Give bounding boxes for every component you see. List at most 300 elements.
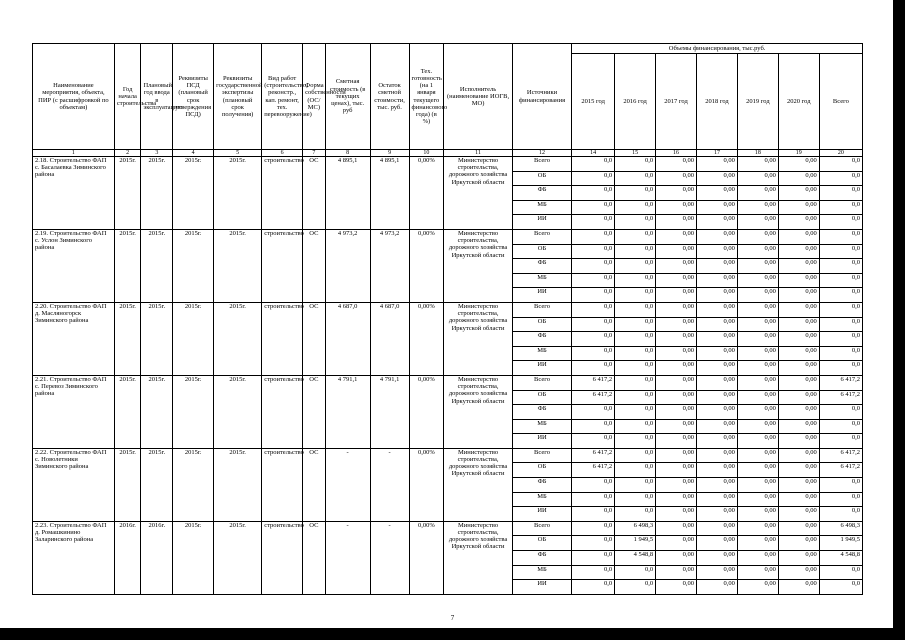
ownership: ОС bbox=[303, 375, 326, 448]
total-value: 6 417,2 bbox=[819, 463, 862, 478]
executor: Министерство строительства, дорожного хозяйства Иркутской области bbox=[444, 375, 513, 448]
start-year: 2016г. bbox=[114, 521, 141, 594]
year-value: 0,00 bbox=[697, 507, 738, 522]
col-header-year: 2015 год bbox=[572, 54, 615, 150]
column-number: 9 bbox=[370, 150, 409, 157]
year-value: 0,00 bbox=[737, 492, 778, 507]
year-value: 0,00 bbox=[656, 288, 697, 303]
year-value: 0,00 bbox=[656, 405, 697, 420]
psd-date: 2015г. bbox=[173, 302, 214, 375]
total-value: 0,0 bbox=[819, 478, 862, 493]
year-value: 0,00 bbox=[737, 288, 778, 303]
year-value: 0,00 bbox=[737, 332, 778, 347]
year-value: 0,0 bbox=[615, 580, 656, 595]
year-value: 0,00 bbox=[737, 200, 778, 215]
year-value: 0,0 bbox=[615, 390, 656, 405]
year-value: 0,00 bbox=[656, 157, 697, 172]
year-value: 0,00 bbox=[778, 507, 819, 522]
work-type: строительство bbox=[262, 157, 303, 230]
year-value: 0,00 bbox=[737, 478, 778, 493]
year-value: 0,00 bbox=[737, 390, 778, 405]
year-value: 0,00 bbox=[778, 521, 819, 536]
col-header-year: 2018 год bbox=[697, 54, 738, 150]
year-value: 0,0 bbox=[572, 507, 615, 522]
funding-source: Всего bbox=[512, 375, 571, 390]
column-number: 16 bbox=[656, 150, 697, 157]
year-value: 0,00 bbox=[656, 507, 697, 522]
start-year: 2015г. bbox=[114, 229, 141, 302]
year-value: 0,00 bbox=[697, 157, 738, 172]
year-value: 0,0 bbox=[615, 229, 656, 244]
year-value: 0,00 bbox=[737, 507, 778, 522]
funding-source: ФБ bbox=[512, 259, 571, 274]
year-value: 0,0 bbox=[615, 405, 656, 420]
year-value: 0,00 bbox=[737, 551, 778, 566]
year-value: 0,00 bbox=[656, 229, 697, 244]
year-value: 0,00 bbox=[656, 536, 697, 551]
year-value: 0,0 bbox=[572, 551, 615, 566]
year-value: 6 417,2 bbox=[572, 448, 615, 463]
commission-year: 2015г. bbox=[141, 375, 173, 448]
funding-source: ИИ bbox=[512, 361, 571, 376]
year-value: 0,00 bbox=[778, 200, 819, 215]
col-header-executor: Исполнитель (наименование ИОГВ, МО) bbox=[444, 44, 513, 150]
year-value: 0,0 bbox=[572, 157, 615, 172]
expertise-date: 2015г. bbox=[214, 521, 262, 594]
year-value: 0,00 bbox=[778, 259, 819, 274]
funding-source: ИИ bbox=[512, 580, 571, 595]
work-type: строительство bbox=[262, 229, 303, 302]
col-header-year: 2020 год bbox=[778, 54, 819, 150]
estimated-cost: 4 973,2 bbox=[325, 229, 370, 302]
year-value: 0,0 bbox=[572, 565, 615, 580]
year-value: 0,0 bbox=[615, 463, 656, 478]
year-value: 0,00 bbox=[697, 361, 738, 376]
year-value: 0,0 bbox=[615, 361, 656, 376]
year-value: 0,00 bbox=[656, 478, 697, 493]
year-value: 0,0 bbox=[572, 419, 615, 434]
col-header-commission-year: Плановый год ввода в эксплуатацию bbox=[141, 44, 173, 150]
column-number: 1 bbox=[33, 150, 115, 157]
total-value: 0,0 bbox=[819, 565, 862, 580]
funding-source: МБ bbox=[512, 200, 571, 215]
year-value: 0,00 bbox=[697, 551, 738, 566]
table-row bbox=[33, 302, 863, 317]
year-value: 0,00 bbox=[656, 419, 697, 434]
year-value: 0,00 bbox=[697, 244, 738, 259]
col-header-expertise: Реквизиты государственной экспертизы (плановый срок получения) bbox=[214, 44, 262, 150]
psd-date: 2015г. bbox=[173, 375, 214, 448]
year-value: 0,00 bbox=[778, 565, 819, 580]
year-value: 0,00 bbox=[778, 536, 819, 551]
year-value: 0,00 bbox=[778, 317, 819, 332]
year-value: 0,0 bbox=[615, 478, 656, 493]
estimated-cost: 4 791,1 bbox=[325, 375, 370, 448]
year-value: 0,00 bbox=[778, 492, 819, 507]
start-year: 2015г. bbox=[114, 302, 141, 375]
funding-source: ФБ bbox=[512, 478, 571, 493]
funding-source: ИИ bbox=[512, 288, 571, 303]
funding-source: Всего bbox=[512, 157, 571, 172]
column-number: 7 bbox=[303, 150, 326, 157]
year-value: 0,00 bbox=[697, 463, 738, 478]
year-value: 0,00 bbox=[697, 317, 738, 332]
year-value: 0,00 bbox=[697, 478, 738, 493]
year-value: 0,00 bbox=[697, 259, 738, 274]
year-value: 0,00 bbox=[697, 434, 738, 449]
total-value: 0,0 bbox=[819, 302, 862, 317]
year-value: 0,00 bbox=[697, 200, 738, 215]
year-value: 0,0 bbox=[572, 405, 615, 420]
executor: Министерство строительства, дорожного хозяйства Иркутской области bbox=[444, 157, 513, 230]
cost-remainder: 4 973,2 bbox=[370, 229, 409, 302]
year-value: 0,00 bbox=[737, 244, 778, 259]
year-value: 0,00 bbox=[697, 536, 738, 551]
year-value: 0,00 bbox=[656, 317, 697, 332]
year-value: 6 417,2 bbox=[572, 463, 615, 478]
column-number: 5 bbox=[214, 150, 262, 157]
cost-remainder: 4 895,1 bbox=[370, 157, 409, 230]
total-value: 0,0 bbox=[819, 186, 862, 201]
year-value: 0,00 bbox=[778, 244, 819, 259]
year-value: 0,00 bbox=[697, 288, 738, 303]
year-value: 6 498,3 bbox=[615, 521, 656, 536]
year-value: 0,00 bbox=[778, 215, 819, 230]
executor: Министерство строительства, дорожного хозяйства Иркутской области bbox=[444, 448, 513, 521]
table-body bbox=[33, 150, 863, 595]
year-value: 0,0 bbox=[615, 507, 656, 522]
total-value: 0,0 bbox=[819, 419, 862, 434]
year-value: 0,00 bbox=[656, 273, 697, 288]
funding-source: ИИ bbox=[512, 215, 571, 230]
year-value: 0,0 bbox=[572, 259, 615, 274]
year-value: 0,00 bbox=[778, 551, 819, 566]
year-value: 0,00 bbox=[656, 346, 697, 361]
cost-remainder: - bbox=[370, 521, 409, 594]
year-value: 0,00 bbox=[697, 580, 738, 595]
psd-date: 2015г. bbox=[173, 448, 214, 521]
funding-source: ИИ bbox=[512, 507, 571, 522]
funding-source: ОБ bbox=[512, 463, 571, 478]
year-value: 0,00 bbox=[778, 332, 819, 347]
executor: Министерство строительства, дорожного хозяйства Иркутской области bbox=[444, 302, 513, 375]
year-value: 0,00 bbox=[656, 492, 697, 507]
table-row bbox=[33, 521, 863, 536]
col-header-total: Всего bbox=[819, 54, 862, 150]
year-value: 0,0 bbox=[572, 215, 615, 230]
year-value: 0,0 bbox=[572, 478, 615, 493]
total-value: 0,0 bbox=[819, 405, 862, 420]
year-value: 0,00 bbox=[697, 215, 738, 230]
year-value: 0,0 bbox=[572, 229, 615, 244]
estimated-cost: - bbox=[325, 521, 370, 594]
work-type: строительство bbox=[262, 448, 303, 521]
year-value: 0,0 bbox=[615, 186, 656, 201]
executor: Министерство строительства, дорожного хозяйства Иркутской области bbox=[444, 521, 513, 594]
column-number: 14 bbox=[572, 150, 615, 157]
year-value: 0,0 bbox=[615, 273, 656, 288]
year-value: 0,0 bbox=[615, 171, 656, 186]
year-value: 0,00 bbox=[737, 229, 778, 244]
table-row bbox=[33, 157, 863, 172]
project-name: 2.20. Строительство ФАП д. Масляногорск Зиминского района bbox=[33, 302, 115, 375]
column-number: 11 bbox=[444, 150, 513, 157]
cost-remainder: 4 791,1 bbox=[370, 375, 409, 448]
year-value: 0,00 bbox=[656, 244, 697, 259]
year-value: 0,00 bbox=[778, 390, 819, 405]
year-value: 0,0 bbox=[615, 215, 656, 230]
funding-source: ФБ bbox=[512, 186, 571, 201]
year-value: 4 548,8 bbox=[615, 551, 656, 566]
year-value: 0,00 bbox=[778, 361, 819, 376]
funding-source: Всего bbox=[512, 302, 571, 317]
funding-source: ИИ bbox=[512, 434, 571, 449]
year-value: 0,00 bbox=[778, 405, 819, 420]
column-number: 19 bbox=[778, 150, 819, 157]
year-value: 0,00 bbox=[737, 375, 778, 390]
year-value: 0,0 bbox=[615, 448, 656, 463]
financing-table bbox=[32, 43, 863, 595]
column-number: 4 bbox=[173, 150, 214, 157]
col-header-start-year: Год начала строительства bbox=[114, 44, 141, 150]
expertise-date: 2015г. bbox=[214, 229, 262, 302]
column-number: 8 bbox=[325, 150, 370, 157]
psd-date: 2015г. bbox=[173, 229, 214, 302]
year-value: 0,00 bbox=[656, 259, 697, 274]
column-number: 12 bbox=[512, 150, 571, 157]
ownership: ОС bbox=[303, 157, 326, 230]
year-value: 0,0 bbox=[615, 288, 656, 303]
col-header-year: 2016 год bbox=[615, 54, 656, 150]
funding-source: ОБ bbox=[512, 244, 571, 259]
funding-source: МБ bbox=[512, 346, 571, 361]
year-value: 0,00 bbox=[697, 390, 738, 405]
funding-source: Всего bbox=[512, 448, 571, 463]
start-year: 2015г. bbox=[114, 157, 141, 230]
year-value: 0,00 bbox=[778, 229, 819, 244]
year-value: 0,0 bbox=[572, 492, 615, 507]
year-value: 0,00 bbox=[697, 171, 738, 186]
year-value: 0,0 bbox=[572, 288, 615, 303]
year-value: 0,0 bbox=[615, 419, 656, 434]
year-value: 0,00 bbox=[656, 390, 697, 405]
total-value: 0,0 bbox=[819, 200, 862, 215]
start-year: 2015г. bbox=[114, 375, 141, 448]
year-value: 0,00 bbox=[737, 463, 778, 478]
year-value: 0,00 bbox=[656, 521, 697, 536]
col-header-remainder: Остаток сметной стоимости, тыс. руб. bbox=[370, 44, 409, 150]
year-value: 0,00 bbox=[737, 215, 778, 230]
work-type: строительство bbox=[262, 302, 303, 375]
col-header-funding-group: Объемы финансирования, тыс.руб. bbox=[572, 44, 863, 54]
year-value: 0,00 bbox=[778, 478, 819, 493]
year-value: 0,00 bbox=[778, 434, 819, 449]
executor: Министерство строительства, дорожного хозяйства Иркутской области bbox=[444, 229, 513, 302]
year-value: 0,00 bbox=[656, 215, 697, 230]
year-value: 0,00 bbox=[778, 346, 819, 361]
year-value: 0,00 bbox=[697, 448, 738, 463]
total-value: 0,0 bbox=[819, 580, 862, 595]
total-value: 0,0 bbox=[819, 361, 862, 376]
ownership: ОС bbox=[303, 302, 326, 375]
year-value: 6 417,2 bbox=[572, 375, 615, 390]
total-value: 0,0 bbox=[819, 259, 862, 274]
year-value: 0,00 bbox=[697, 521, 738, 536]
year-value: 0,0 bbox=[615, 200, 656, 215]
psd-date: 2015г. bbox=[173, 521, 214, 594]
column-number: 2 bbox=[114, 150, 141, 157]
col-header-ownership: Форма собственности (ОС/МС) bbox=[303, 44, 326, 150]
commission-year: 2016г. bbox=[141, 521, 173, 594]
total-value: 1 949,5 bbox=[819, 536, 862, 551]
total-value: 6 417,2 bbox=[819, 375, 862, 390]
column-number-row bbox=[33, 150, 863, 157]
funding-source: ОБ bbox=[512, 317, 571, 332]
year-value: 0,00 bbox=[778, 273, 819, 288]
year-value: 0,00 bbox=[778, 157, 819, 172]
ownership: ОС bbox=[303, 448, 326, 521]
year-value: 0,00 bbox=[778, 580, 819, 595]
readiness: 0,00% bbox=[409, 302, 444, 375]
year-value: 6 417,2 bbox=[572, 390, 615, 405]
year-value: 0,0 bbox=[572, 332, 615, 347]
column-number: 3 bbox=[141, 150, 173, 157]
work-type: строительство bbox=[262, 375, 303, 448]
estimated-cost: 4 895,1 bbox=[325, 157, 370, 230]
year-value: 0,0 bbox=[572, 273, 615, 288]
ownership: ОС bbox=[303, 229, 326, 302]
year-value: 0,00 bbox=[737, 361, 778, 376]
funding-source: МБ bbox=[512, 273, 571, 288]
year-value: 0,00 bbox=[737, 346, 778, 361]
year-value: 0,0 bbox=[572, 521, 615, 536]
total-value: 0,0 bbox=[819, 507, 862, 522]
readiness: 0,00% bbox=[409, 448, 444, 521]
year-value: 0,00 bbox=[697, 346, 738, 361]
year-value: 0,00 bbox=[737, 405, 778, 420]
total-value: 0,0 bbox=[819, 317, 862, 332]
cost-remainder: 4 687,0 bbox=[370, 302, 409, 375]
year-value: 0,00 bbox=[778, 463, 819, 478]
project-name: 2.21. Строительство ФАП с. Перевоз Зиминского района bbox=[33, 375, 115, 448]
psd-date: 2015г. bbox=[173, 157, 214, 230]
year-value: 0,00 bbox=[737, 580, 778, 595]
estimated-cost: - bbox=[325, 448, 370, 521]
funding-source: ОБ bbox=[512, 536, 571, 551]
column-number: 6 bbox=[262, 150, 303, 157]
year-value: 0,00 bbox=[737, 419, 778, 434]
year-value: 0,0 bbox=[615, 346, 656, 361]
year-value: 0,00 bbox=[778, 448, 819, 463]
work-type: строительство bbox=[262, 521, 303, 594]
total-value: 6 417,2 bbox=[819, 448, 862, 463]
total-value: 0,0 bbox=[819, 229, 862, 244]
year-value: 0,00 bbox=[656, 332, 697, 347]
year-value: 0,00 bbox=[697, 419, 738, 434]
funding-source: ФБ bbox=[512, 405, 571, 420]
year-value: 0,00 bbox=[778, 419, 819, 434]
year-value: 0,0 bbox=[572, 346, 615, 361]
year-value: 0,00 bbox=[778, 288, 819, 303]
total-value: 0,0 bbox=[819, 434, 862, 449]
year-value: 1 949,5 bbox=[615, 536, 656, 551]
project-name: 2.23. Строительство ФАП д. Ромашкинино Заларинского района bbox=[33, 521, 115, 594]
year-value: 0,0 bbox=[572, 317, 615, 332]
column-number: 10 bbox=[409, 150, 444, 157]
year-value: 0,00 bbox=[697, 492, 738, 507]
year-value: 0,00 bbox=[656, 171, 697, 186]
year-value: 0,00 bbox=[737, 536, 778, 551]
total-value: 0,0 bbox=[819, 273, 862, 288]
year-value: 0,00 bbox=[656, 551, 697, 566]
column-number: 17 bbox=[697, 150, 738, 157]
year-value: 0,00 bbox=[778, 171, 819, 186]
funding-source: ОБ bbox=[512, 171, 571, 186]
total-value: 4 548,8 bbox=[819, 551, 862, 566]
column-number: 20 bbox=[819, 150, 862, 157]
year-value: 0,00 bbox=[697, 273, 738, 288]
year-value: 0,0 bbox=[615, 375, 656, 390]
col-header-sources: Источники финансирования bbox=[512, 44, 571, 150]
funding-source: Всего bbox=[512, 229, 571, 244]
start-year: 2015г. bbox=[114, 448, 141, 521]
year-value: 0,00 bbox=[737, 302, 778, 317]
ownership: ОС bbox=[303, 521, 326, 594]
project-name: 2.19. Строительство ФАП с. Услон Зиминского района bbox=[33, 229, 115, 302]
total-value: 0,0 bbox=[819, 346, 862, 361]
year-value: 0,0 bbox=[572, 244, 615, 259]
year-value: 0,00 bbox=[656, 434, 697, 449]
expertise-date: 2015г. bbox=[214, 157, 262, 230]
col-header-name: Наименование мероприятия, объекта, ПИР (с расшифровкой по объектам) bbox=[33, 44, 115, 150]
expertise-date: 2015г. bbox=[214, 302, 262, 375]
year-value: 0,00 bbox=[737, 157, 778, 172]
project-name: 2.18. Строительство ФАП с. Басалаевка Зиминского района bbox=[33, 157, 115, 230]
year-value: 0,00 bbox=[737, 434, 778, 449]
year-value: 0,00 bbox=[778, 375, 819, 390]
year-value: 0,00 bbox=[697, 186, 738, 201]
year-value: 0,00 bbox=[697, 405, 738, 420]
table-row bbox=[33, 375, 863, 390]
col-header-work-type: Вид работ (строительство, реконстр., кап. ремонт, тех. перевооружение) bbox=[262, 44, 303, 150]
year-value: 0,0 bbox=[615, 434, 656, 449]
year-value: 0,00 bbox=[656, 200, 697, 215]
year-value: 0,0 bbox=[615, 259, 656, 274]
total-value: 0,0 bbox=[819, 288, 862, 303]
year-value: 0,00 bbox=[697, 302, 738, 317]
readiness: 0,00% bbox=[409, 229, 444, 302]
year-value: 0,00 bbox=[778, 302, 819, 317]
scan-edge-bottom bbox=[0, 628, 905, 640]
year-value: 0,00 bbox=[697, 375, 738, 390]
year-value: 0,0 bbox=[615, 302, 656, 317]
readiness: 0,00% bbox=[409, 157, 444, 230]
column-number: 18 bbox=[737, 150, 778, 157]
funding-source: МБ bbox=[512, 492, 571, 507]
year-value: 0,00 bbox=[656, 580, 697, 595]
total-value: 0,0 bbox=[819, 492, 862, 507]
year-value: 0,0 bbox=[572, 580, 615, 595]
year-value: 0,00 bbox=[656, 302, 697, 317]
year-value: 0,0 bbox=[615, 492, 656, 507]
funding-source: ФБ bbox=[512, 332, 571, 347]
year-value: 0,00 bbox=[737, 448, 778, 463]
funding-source: МБ bbox=[512, 565, 571, 580]
estimated-cost: 4 687,0 bbox=[325, 302, 370, 375]
year-value: 0,0 bbox=[572, 434, 615, 449]
year-value: 0,0 bbox=[572, 536, 615, 551]
col-header-year: 2017 год bbox=[656, 54, 697, 150]
